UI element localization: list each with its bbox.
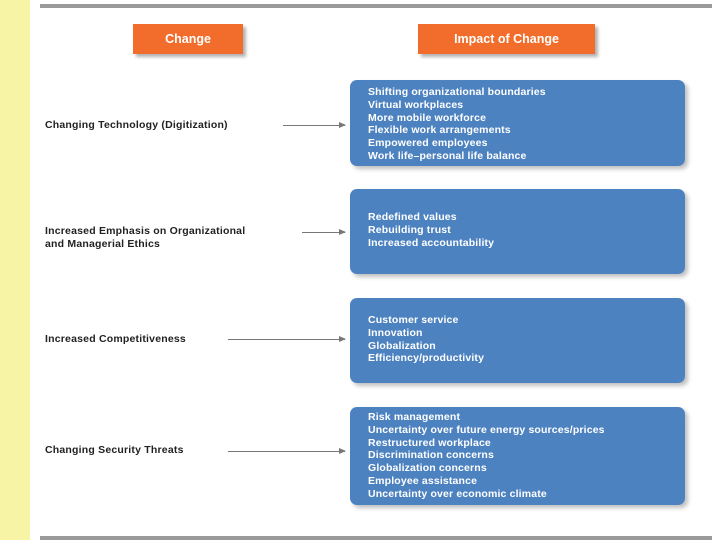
impact-item: Rebuilding trust: [368, 223, 451, 236]
bottom-rule: [40, 536, 712, 540]
impact-box-competitiveness: [350, 298, 685, 383]
change-label-line: and Managerial Ethics: [45, 238, 161, 250]
impact-item: Uncertainty over economic climate: [368, 487, 547, 500]
impact-box-ethics: [350, 189, 685, 274]
left-stripe: [0, 0, 30, 540]
impact-item: Increased accountability: [368, 236, 495, 249]
arrow-competitiveness: [228, 339, 345, 340]
change-label-line: Changing Security Threats: [45, 444, 184, 456]
impact-item: Employee assistance: [368, 474, 478, 487]
impact-header: Impact of Change: [418, 24, 595, 54]
impact-item: Redefined values: [368, 211, 457, 223]
impact-item: More mobile workforce: [368, 111, 487, 124]
impact-item: Flexible work arrangements: [368, 124, 511, 137]
arrow-ethics: [302, 232, 345, 233]
impact-item: Globalization concerns: [368, 462, 487, 475]
arrow-security: [228, 451, 345, 452]
impact-box-security: [350, 407, 685, 505]
change-label-technology: [45, 119, 305, 132]
impact-item: Innovation: [368, 326, 423, 339]
impact-box-technology: [350, 80, 685, 166]
change-label-line: Increased Competitiveness: [45, 333, 186, 345]
arrow-technology: [283, 125, 345, 126]
change-label-ethics: [45, 225, 305, 251]
impact-item: Customer service: [368, 314, 459, 326]
change-label-line: Increased Emphasis on Organizational: [45, 225, 246, 237]
change-label-line: Changing Technology (Digitization): [45, 119, 228, 131]
impact-item: Restructured workplace: [368, 436, 491, 449]
top-rule: [40, 4, 712, 8]
change-header: Change: [133, 24, 243, 54]
impact-item: Uncertainty over future energy sources/prices: [368, 423, 605, 436]
impact-item: Work life–personal life balance: [368, 149, 527, 162]
impact-item: Shifting organizational boundaries: [368, 86, 546, 98]
impact-item: Risk management: [368, 411, 461, 423]
impact-item: Efficiency/productivity: [368, 352, 485, 365]
impact-item: Globalization: [368, 339, 436, 352]
impact-item: Discrimination concerns: [368, 449, 494, 462]
impact-item: Empowered employees: [368, 137, 488, 150]
impact-item: Virtual workplaces: [368, 98, 464, 111]
